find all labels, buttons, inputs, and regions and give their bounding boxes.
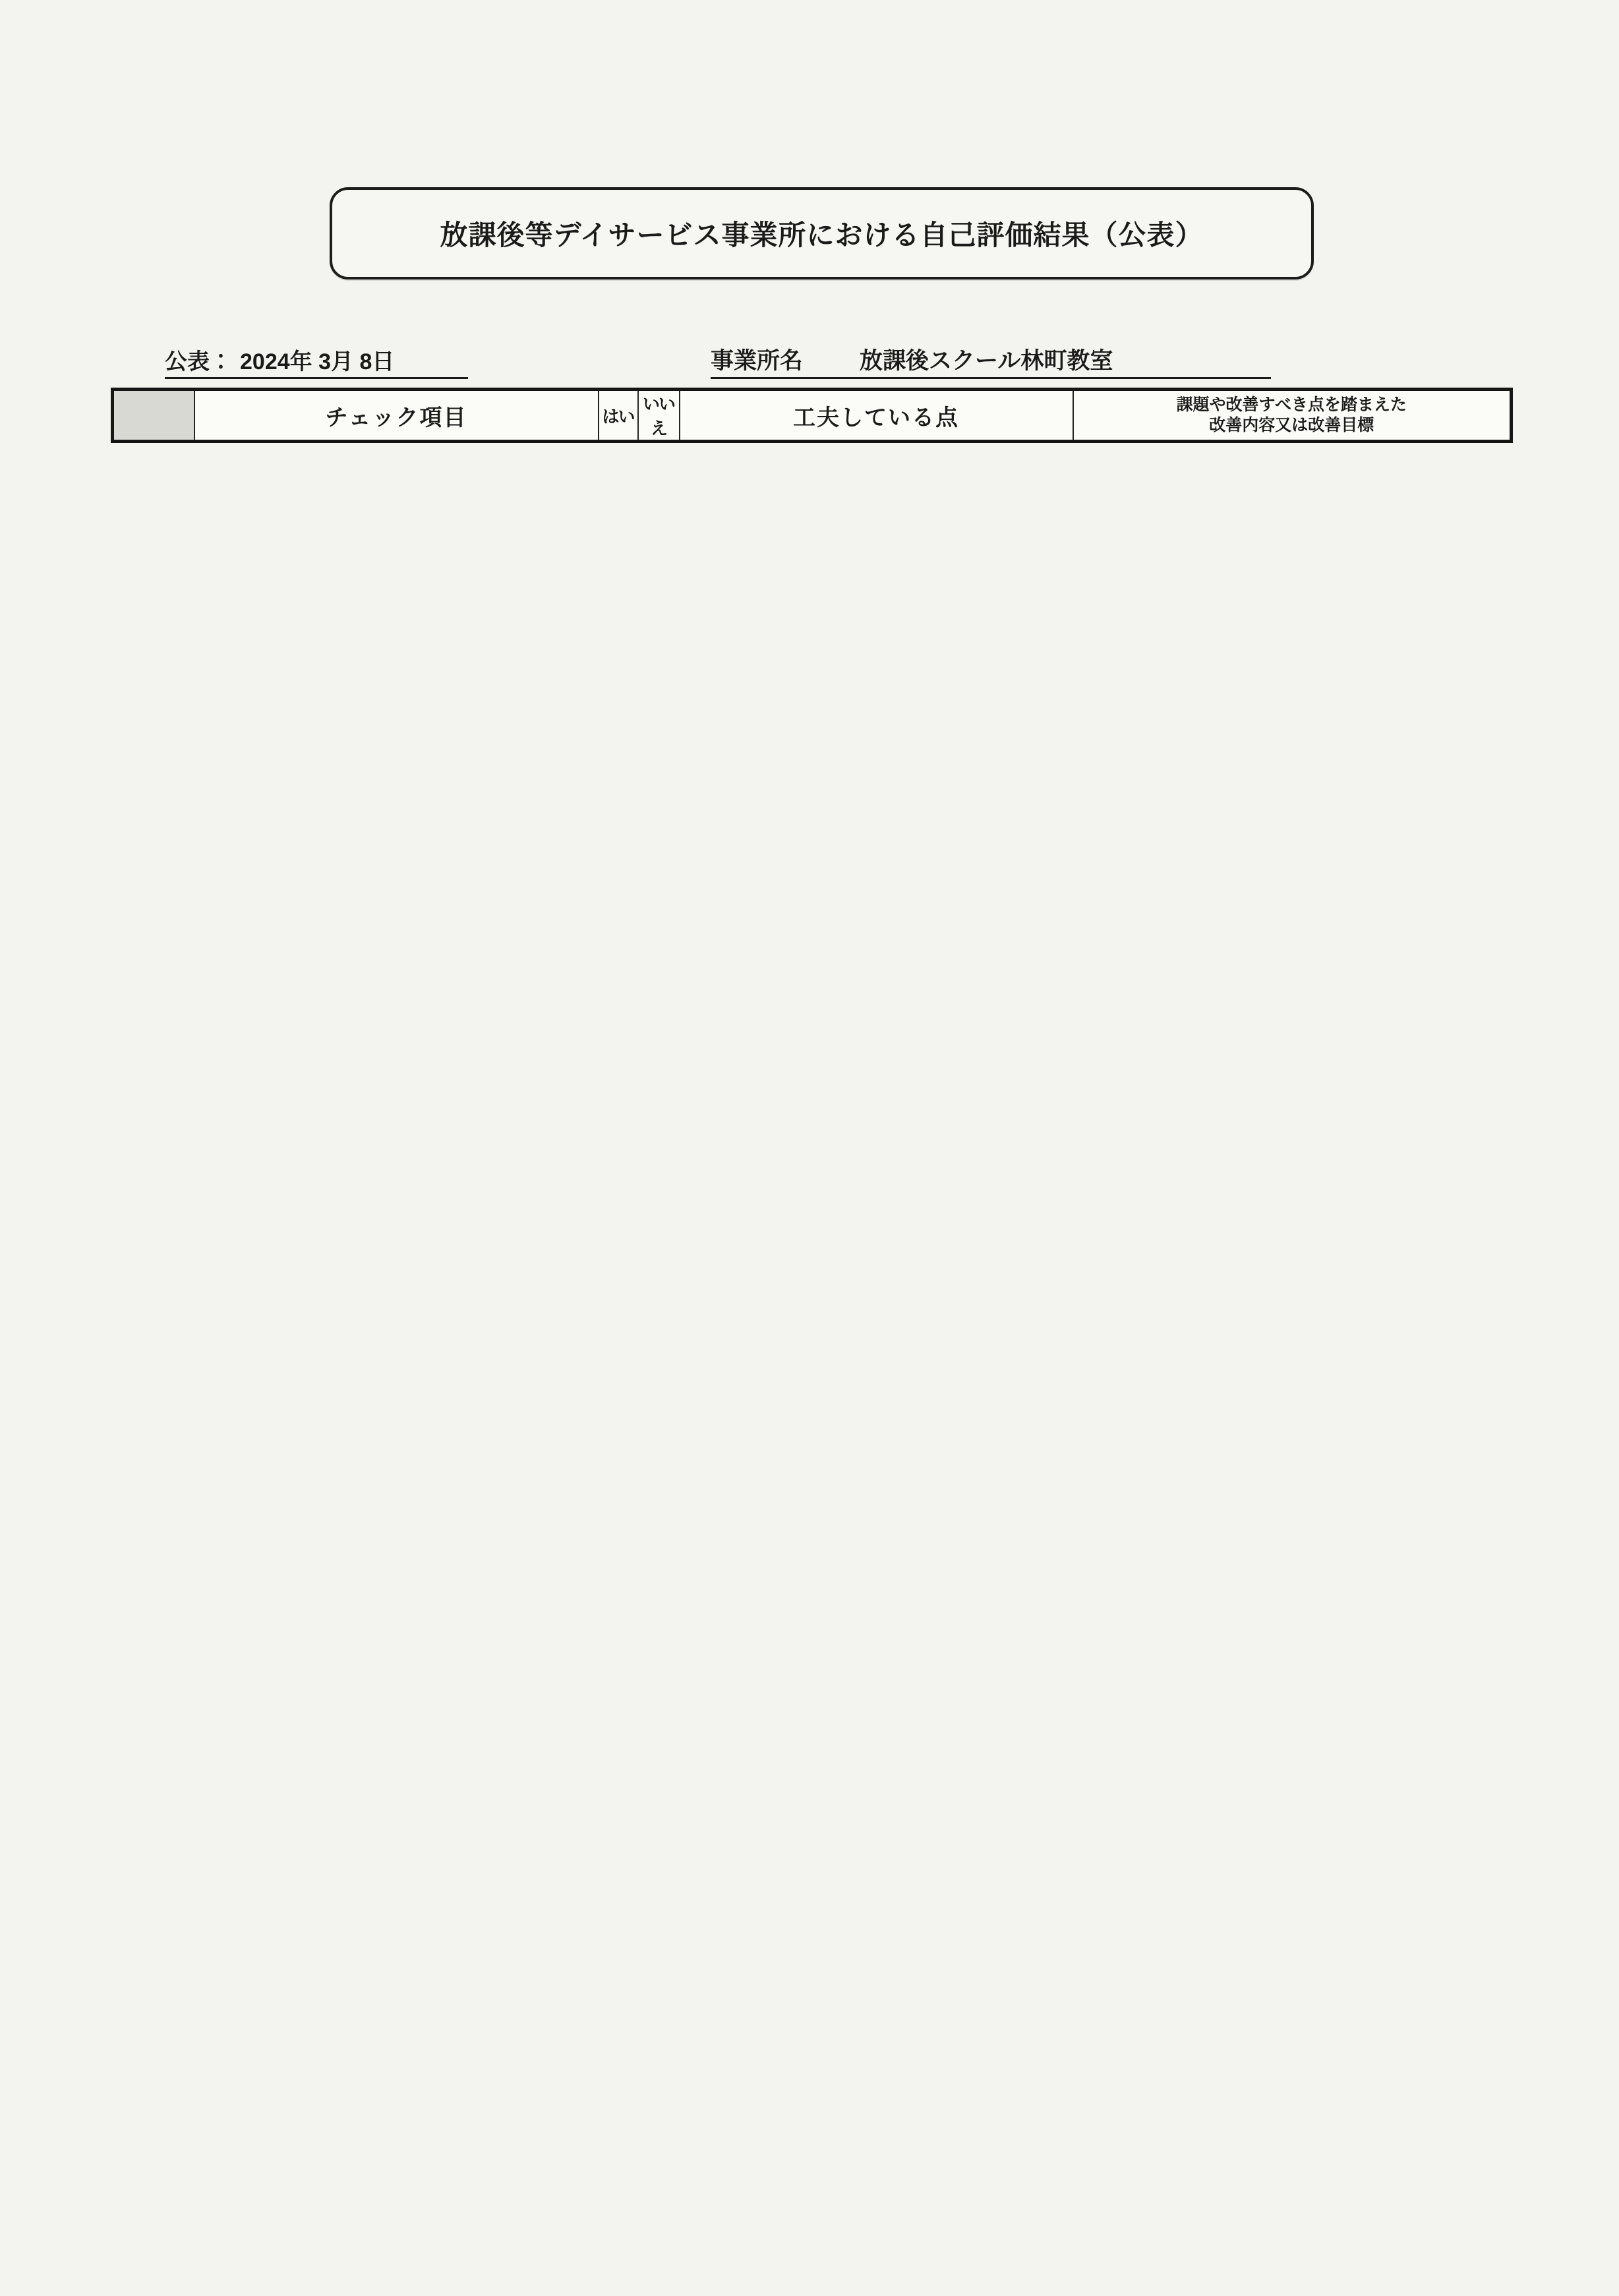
- improvement-header-line2: 改善内容又は改善目標: [1209, 416, 1374, 434]
- document-title: 放課後等デイサービス事業所における自己評価結果（公表）: [440, 220, 1204, 250]
- header-row: [113, 390, 1512, 442]
- office-name-field: [711, 338, 1271, 379]
- published-date-field: [165, 338, 468, 379]
- yes-column-header: はい: [599, 390, 638, 442]
- table-header: [113, 390, 1512, 442]
- office-label: 事業所名: [711, 348, 804, 374]
- self-evaluation-table: [111, 388, 1513, 443]
- document-title-box: [330, 187, 1314, 280]
- published-date: 2024年 3月 8日: [240, 349, 395, 374]
- devised-point-column-header: 工夫している点: [680, 390, 1073, 442]
- check-item-column-header: チェック項目: [194, 390, 599, 442]
- published-label: 公表：: [165, 349, 232, 374]
- office-name: 放課後スクール林町教室: [860, 348, 1113, 374]
- corner-cell: [113, 390, 194, 442]
- improvement-header-line1: 課題や改善すべき点を踏まえた: [1176, 396, 1407, 414]
- improvement-column-header: [1073, 390, 1512, 442]
- no-column-header: いいえ: [638, 390, 680, 442]
